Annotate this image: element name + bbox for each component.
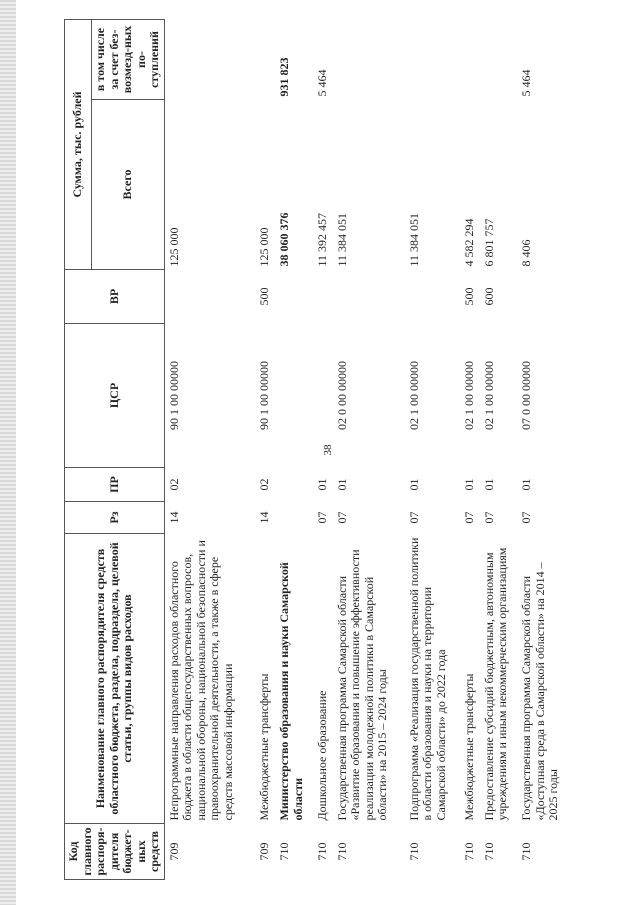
cell-incl [407,19,462,99]
cell-total: 6 801 757 [481,218,496,267]
cell-pr: 01 [334,478,349,491]
cell-name: Государственная программа Самарской области «Развитие образования и повышение эффективности реализации молодежной политики в Самарской области» на 2015 – 2024 годы [334,549,390,821]
cell-name: Подпрограмма «Реализация государственной политики в области образования и науки на территории Самарской области» до 2022 года [406,537,448,821]
cell-rz: 07 [481,511,496,524]
cell-name: Предоставление субсидий бюджетным, автономным учреждениям и иным некоммерческим организациям [481,547,510,821]
cell-vr [407,270,462,324]
cell-rz: 07 [334,511,349,524]
header-csr: ЦСР [65,324,165,468]
cell-total: 11 384 051 [406,212,421,267]
cell-vr: 500 [257,287,272,306]
cell-pr: 01 [481,478,496,491]
cell-csr: 02 0 00 00000 [334,361,349,430]
cell-vr: 500 [461,287,476,306]
cell-csr [315,324,335,468]
cell-total: 38 060 376 [277,212,292,267]
table-row [165,19,258,879]
cell-name: Межбюджетные трансферты [257,673,272,821]
cell-incl [165,19,258,99]
cell-code: 710 [481,842,496,861]
budget-table [64,19,574,880]
cell-csr: 02 1 00 00000 [406,361,421,430]
cell-csr: 90 1 00 00000 [257,361,272,430]
cell-vr [277,270,314,324]
cell-csr: 02 1 00 00000 [461,361,476,430]
cell-incl [482,19,519,99]
table-row [277,19,314,879]
cell-name: Государственная программа Самарской области «Доступная среда в Самарской области» на 2014 – 2025 годы [519,562,560,821]
cell-name: Министерство образования и науки Самарской области [277,562,305,821]
cell-pr: 02 [167,478,181,491]
cell-total: 8 406 [519,239,534,267]
cell-rz: 07 [406,511,421,524]
cell-code: 710 [519,842,534,861]
header-pr: ПР [65,468,165,502]
cell-total: 125 000 [167,227,181,267]
table-row [407,19,462,879]
cell-code: 709 [167,842,181,861]
budget-table-container [64,20,574,880]
cell-pr: 01 [519,478,534,491]
cell-pr: 01 [461,478,476,491]
cell-total: 125 000 [257,227,272,267]
cell-incl: 931 823 [277,57,292,97]
cell-rz: 07 [461,511,476,524]
cell-incl: 5 464 [314,69,329,97]
cell-name: Непрограммные направления расходов областного бюджета в области общегосударственных вопросов, национальной обороны, национальной безопасности и правоохранительной деятельности, а также в сфере средств массовой информации [167,540,235,821]
cell-total: 11 384 051 [334,212,349,267]
page-number: 38 [322,444,334,456]
cell-code: 710 [461,842,476,861]
cell-vr [315,270,335,324]
table-body [165,19,575,879]
header-total: Всего [92,100,165,270]
cell-csr: 02 1 00 00000 [481,361,496,430]
cell-pr: 01 [314,478,329,491]
cell-code: 710 [277,842,292,861]
cell-csr: 90 1 00 00000 [167,361,181,430]
cell-vr [165,270,258,324]
header-name: Наименование главного распорядителя средств областного бюджета, раздела, подраздела, целевой статьи, группы видов расходов [65,534,165,824]
cell-vr [519,270,574,324]
cell-pr: 01 [406,478,421,491]
cell-incl [257,19,277,99]
cell-csr: 07 0 00 00000 [519,361,534,430]
cell-code: 710 [314,842,329,861]
cell-pr: 02 [257,478,272,491]
cell-name: Дошкольное образование [314,690,329,821]
table-row [519,19,574,879]
table-row [335,19,407,879]
cell-rz: 14 [257,511,272,524]
table-header [65,19,165,879]
header-incl: в том числе за счет без-возмезд-ных по-ступлений [92,19,165,99]
cell-rz [277,502,314,534]
header-vr: ВР [65,270,165,324]
header-code: Код главного распоря-дителя бюджет-ных средств [65,824,165,880]
cell-incl: 5 464 [519,69,534,97]
table-row [462,19,482,879]
cell-total: 4 582 294 [461,218,476,267]
header-sum-group: Сумма, тыс. рублей [65,19,92,269]
cell-csr [277,324,314,468]
cell-rz: 14 [167,511,181,524]
cell-incl [462,19,482,99]
cell-rz: 07 [519,511,534,524]
cell-incl [335,19,407,99]
cell-vr [335,270,407,324]
cell-rz: 07 [314,511,329,524]
cell-code: 709 [257,842,272,861]
cell-total: 11 392 457 [314,212,329,267]
cell-pr [277,468,314,502]
table-row [315,19,335,879]
table-row [482,19,519,879]
cell-code: 710 [334,842,349,861]
cell-vr: 600 [481,287,496,306]
cell-name: Межбюджетные трансферты [461,673,476,821]
cell-code: 710 [406,842,421,861]
scan-edge [0,0,16,905]
table-row [257,19,277,879]
header-rz: Рз [65,502,165,534]
